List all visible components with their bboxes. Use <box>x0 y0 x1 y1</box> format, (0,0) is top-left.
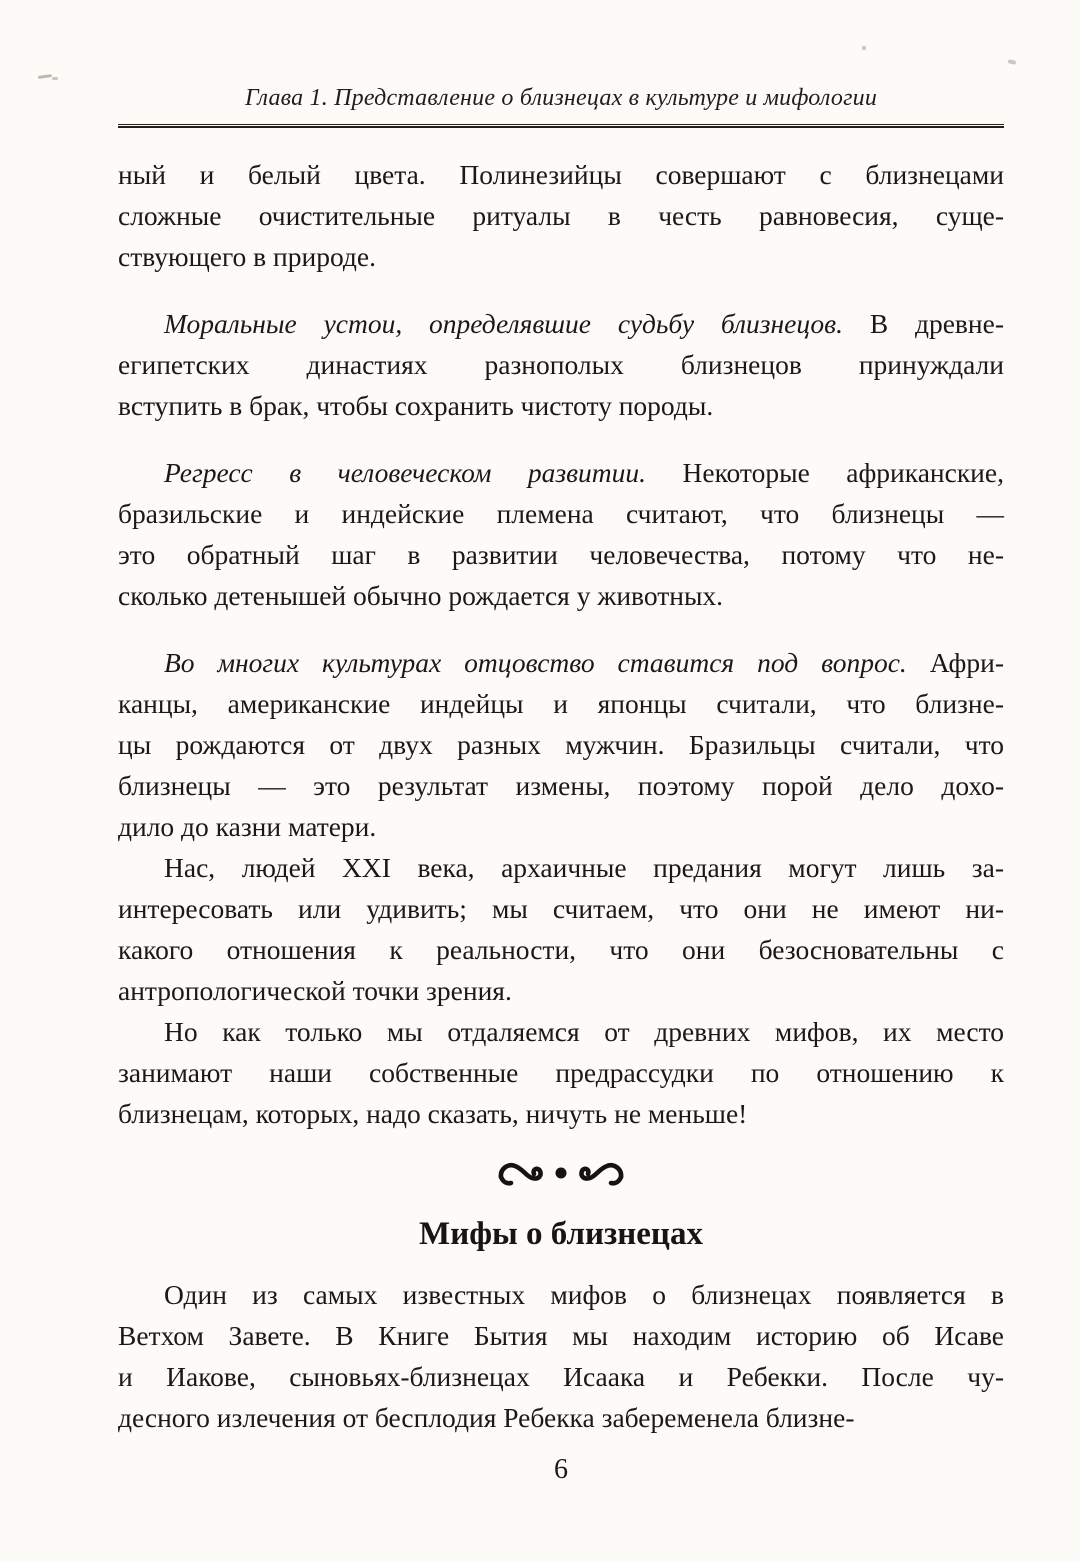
italic-lead-text: Регресс в человеческом развитии. <box>164 457 647 488</box>
text-line <box>118 452 1004 493</box>
text-line <box>118 1052 1004 1093</box>
body-text: Один из самых известных мифов о близнецах появляется в <box>164 1279 1004 1310</box>
text-line <box>118 683 1004 724</box>
text-line <box>118 1356 1004 1397</box>
body-text: антропологической точки зрения. <box>118 975 512 1006</box>
text-line <box>118 642 1004 683</box>
text-line <box>118 888 1004 929</box>
body-text: интересовать или удивить; мы считаем, что они не имеют ни- <box>118 893 1004 924</box>
body-text: какого отношения к реальности, что они безосновательны с <box>118 934 1004 965</box>
floral-ornament-icon <box>497 1158 625 1188</box>
text-line <box>118 1093 1004 1134</box>
paragraph <box>118 1011 1004 1134</box>
body-text: Афри- <box>906 647 1004 678</box>
scan-artifact <box>38 74 52 79</box>
body-text: сложные очистительные ритуалы в честь равновесия, суще- <box>118 200 1004 231</box>
section-divider <box>118 1158 1004 1188</box>
body-text: цы рождаются от двух разных мужчин. Бразильцы считали, что <box>118 729 1004 760</box>
body-text: десного излечения от бесплодия Ребекка забеременела близне- <box>118 1402 855 1433</box>
text-line <box>118 847 1004 888</box>
body-text: дило до казни матери. <box>118 811 377 842</box>
text-line <box>118 236 1004 277</box>
body-text: В древне- <box>843 308 1004 339</box>
body-text: близнецам, которых, надо сказать, ничуть не меньше! <box>118 1098 748 1129</box>
page-number: 6 <box>554 1454 568 1485</box>
running-header: Глава 1. Представление о близнецах в культуре и мифологии <box>244 85 878 111</box>
body-text: канцы, американские индейцы и японцы считали, что близне- <box>118 688 1004 719</box>
page-content <box>118 154 1004 1438</box>
scan-artifact <box>862 46 866 50</box>
body-text: близнецы — это результат измены, поэтому порой дело дохо- <box>118 770 1004 801</box>
body-text: бразильские и индейские племена считают, что близнецы — <box>118 498 1004 529</box>
body-text: и Иакове, сыновьях-близнецах Исаака и Ребекки. После чу- <box>118 1361 1004 1392</box>
text-line <box>118 344 1004 385</box>
text-line <box>118 575 1004 616</box>
text-line <box>118 1011 1004 1052</box>
paragraph <box>118 303 1004 426</box>
text-line <box>118 154 1004 195</box>
text-line <box>118 195 1004 236</box>
divider-dot-icon <box>556 1168 567 1179</box>
text-line <box>118 929 1004 970</box>
body-text: Нас, людей XXI века, архаичные предания могут лишь за- <box>164 852 1004 883</box>
italic-lead-text: Во многих культурах отцовство ставится под вопрос. <box>164 647 907 678</box>
text-line <box>118 303 1004 344</box>
section-heading: Мифы о близнецах <box>419 1216 703 1252</box>
body-text: это обратный шаг в развитии человечества, потому что не- <box>118 539 1004 570</box>
italic-lead-text: Моральные устои, определявшие судьбу близнецов. <box>164 308 843 339</box>
body-text: ный и белый цвета. Полинезийцы совершают с близнецами <box>118 159 1004 190</box>
text-line <box>118 1397 1004 1438</box>
text-line <box>118 765 1004 806</box>
text-line <box>118 724 1004 765</box>
body-text: Некоторые африканские, <box>646 457 1004 488</box>
body-text: занимают наши собственные предрассудки по отношению к <box>118 1057 1004 1088</box>
body-text: ствующего в природе. <box>118 241 376 272</box>
text-line <box>118 806 1004 847</box>
header-rule <box>118 124 1004 128</box>
paragraph <box>118 452 1004 616</box>
text-line <box>118 1274 1004 1315</box>
text-line <box>118 385 1004 426</box>
scan-artifact <box>1008 59 1017 65</box>
body-text: Но как только мы отдаляемся от древних мифов, их место <box>164 1016 1004 1047</box>
body-text: вступить в брак, чтобы сохранить чистоту породы. <box>118 390 714 421</box>
paragraph <box>118 1274 1004 1438</box>
text-line <box>118 1315 1004 1356</box>
paragraph <box>118 642 1004 847</box>
body-text: египетских династиях разнополых близнецов принуждали <box>118 349 1004 380</box>
text-line <box>118 493 1004 534</box>
paragraph <box>118 847 1004 1011</box>
body-text: сколько детенышей обычно рождается у животных. <box>118 580 724 611</box>
text-line <box>118 970 1004 1011</box>
body-text: Ветхом Завете. В Книге Бытия мы находим историю об Исаве <box>118 1320 1004 1351</box>
text-line <box>118 534 1004 575</box>
paragraph <box>118 154 1004 277</box>
scan-artifact <box>52 77 58 80</box>
